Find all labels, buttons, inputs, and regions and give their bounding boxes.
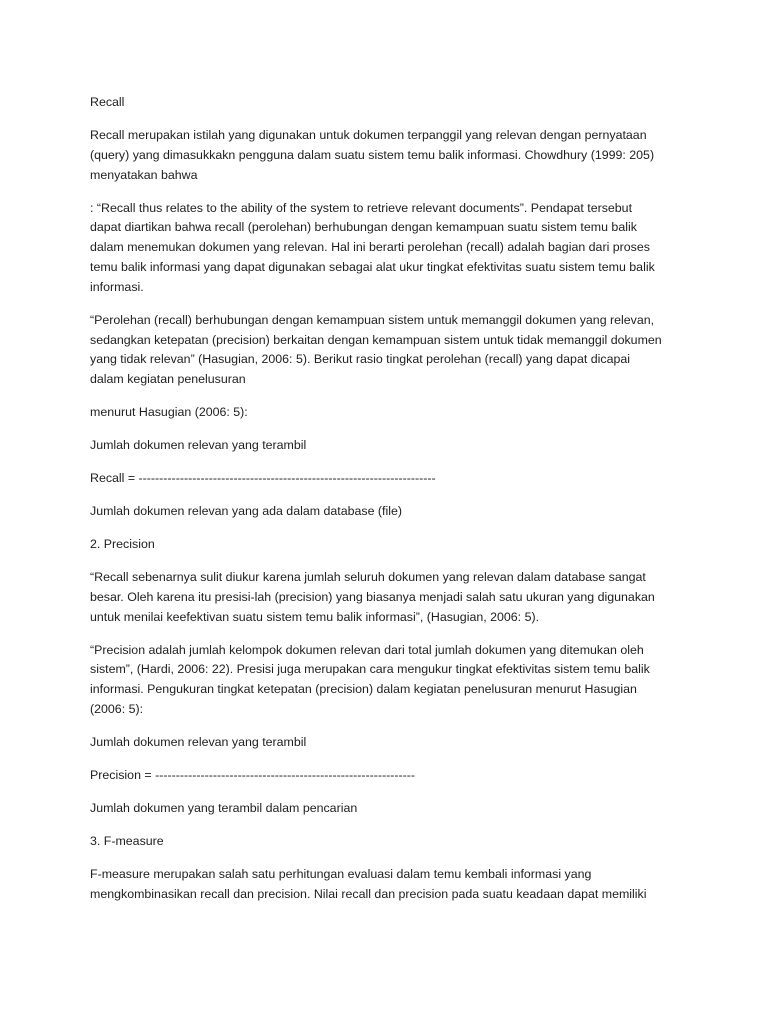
text-line: “Perolehan (recall) berhubungan dengan kemampuan sistem untuk memanggil dokumen yang relevan, (90, 312, 655, 327)
text-line: “Precision adalah jumlah kelompok dokumen relevan dari total jumlah dokumen yang ditemukan oleh (90, 642, 644, 657)
text-line: : “Recall thus relates to the ability of the system to retrieve relevant documents”. Pendapat tersebut (90, 200, 633, 215)
heading-fmeasure: 3. F-measure (90, 833, 164, 848)
text-line: sedangkan ketepatan (precision) berkaitan dengan kemampuan sistem untuk tidak memanggil dokumen (90, 332, 662, 347)
text-line: dapat diartikan bahwa recall (perolehan) berhubungan dengan kemampuan suatu sistem temu balik (90, 220, 637, 235)
text-line: (2006: 5): (90, 702, 144, 716)
recall-numerator: Jumlah dokumen relevan yang terambil (90, 438, 307, 453)
text-line: informasi. Pengukuran tingkat ketepatan (precision) dalam kegiatan penelusuran menurut Hasugian (90, 682, 637, 697)
paragraph-chowdhury-quote (90, 199, 690, 298)
text-line: informasi. (90, 279, 144, 294)
text-line: dalam kegiatan penelusuran (90, 372, 246, 387)
text-line: besar. Oleh karena itu presisi-lah (precision) yang biasanya menjadi salah satu ukuran yang digunakan (90, 589, 655, 604)
recall-formula: Recall = ------------------------------------------------------------------------ (90, 471, 436, 486)
text-line: F-measure merupakan salah satu perhitungan evaluasi dalam temu kembali informasi yang (90, 866, 592, 881)
paragraph-hasugian-quote (90, 311, 690, 390)
text-line: untuk menilai keefektivan suatu sistem temu balik informasi”, (Hasugian, 2006: 5). (90, 609, 540, 624)
text-line: (query) yang dimasukkakn pengguna dalam suatu sistem temu balik informasi. Chowdhury (1999: 205) (90, 147, 655, 162)
recall-denominator: Jumlah dokumen relevan yang ada dalam database (file) (90, 504, 403, 519)
paragraph-recall-definition (90, 126, 690, 185)
document-body (90, 93, 690, 918)
text-line: temu balik informasi yang dapat digunakan sebagai alat ukur tingkat efektivitas suatu sistem temu balik (90, 259, 655, 274)
paragraph-menurut-hasugian: menurut Hasugian (2006: 5): (90, 405, 248, 420)
heading-precision: 2. Precision (90, 537, 155, 552)
text-line: menyatakan bahwa (90, 167, 198, 182)
text-line: mengkombinasikan recall dan precision. Nilai recall dan precision pada suatu keadaan dapat memiliki (90, 886, 647, 901)
precision-numerator: Jumlah dokumen relevan yang terambil (90, 734, 307, 749)
text-line: “Recall sebenarnya sulit diukur karena jumlah seluruh dokumen yang relevan dalam database sangat (90, 570, 646, 585)
paragraph-precision-1 (90, 568, 690, 627)
text-line: yang tidak relevan” (Hasugian, 2006: 5). Berikut rasio tingkat perolehan (recall) yang dapat dicapai (90, 352, 630, 367)
text-line: Recall merupakan istilah yang digunakan untuk dokumen terpanggil yang relevan dengan pernyataan (90, 127, 647, 142)
text-line: sistem”, (Hardi, 2006: 22). Presisi juga merupakan cara mengukur tingkat efektivitas sistem temu balik (90, 662, 650, 677)
heading-recall: Recall (90, 95, 125, 109)
paragraph-fmeasure (90, 865, 690, 905)
precision-formula: Precision = --------------------------------------------------------------- (90, 767, 416, 782)
paragraph-precision-2 (90, 641, 690, 720)
text-line: dalam menemukan dokumen yang relevan. Hal ini berarti perolehan (recall) adalah bagian dari proses (90, 240, 650, 255)
precision-denominator: Jumlah dokumen yang terambil dalam pencarian (90, 800, 358, 815)
